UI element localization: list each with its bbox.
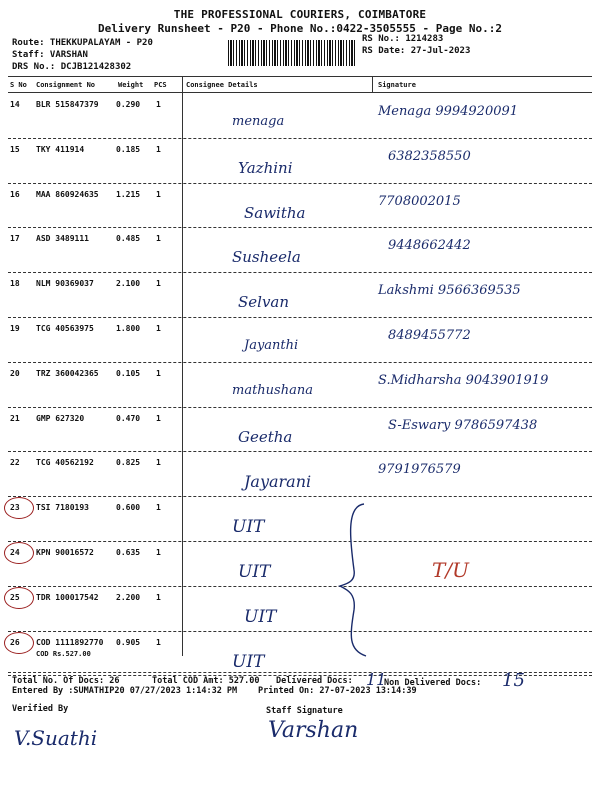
row-consignment: TSI 7180193: [36, 503, 89, 513]
row-separator: [8, 586, 592, 587]
row-signature-handwritten: 6382358550: [388, 148, 471, 164]
row-consignment: TCG 40563975: [36, 324, 94, 333]
row-consignment: TCG 40562192: [36, 458, 94, 468]
verified-by-label: Verified By: [12, 704, 69, 714]
row-consignee-handwritten: Jayanthi: [244, 338, 299, 353]
row-sno: 21: [10, 413, 20, 423]
row-separator: [8, 272, 592, 273]
row-consignee-handwritten: Sawitha: [244, 203, 306, 222]
row-sno: 24: [10, 548, 20, 557]
row-pcs: 1: [156, 413, 161, 423]
row-pcs: 1: [156, 503, 161, 513]
col-pcs: PCS: [154, 81, 167, 89]
row-weight: 0.105: [116, 368, 141, 378]
row-weight: 0.600: [116, 503, 141, 513]
row-signature-handwritten: 9448662442: [388, 238, 471, 254]
row-separator: [8, 407, 592, 408]
row-consignment: BLR 515847379: [36, 100, 99, 109]
row-pcs: 1: [156, 592, 161, 602]
undelivered-circle-mark: [4, 587, 34, 609]
row-pcs: 1: [156, 279, 161, 289]
row-weight: 0.635: [116, 548, 141, 557]
col-signature: Signature: [378, 81, 416, 89]
row-signature-handwritten: S.Midharsha 9043901919: [378, 372, 549, 388]
row-consignee-handwritten: Selvan: [238, 293, 290, 312]
non-delivered-handwritten: 15: [502, 670, 525, 691]
row-pcs: 1: [156, 100, 161, 109]
row-weight: 0.470: [116, 413, 141, 423]
undelivered-circle-mark: [4, 497, 34, 519]
non-delivered-label: Non Delivered Docs:: [384, 678, 482, 688]
row-consignee-handwritten: UIT: [244, 606, 277, 627]
row-sno: 19: [10, 324, 20, 333]
undelivered-circle-mark: [4, 632, 34, 654]
row-weight: 0.185: [116, 144, 141, 154]
row-sno: 17: [10, 234, 20, 244]
printed-on: Printed On: 27-07-2023 13:14:39: [258, 686, 417, 696]
row-consignee-handwritten: Jayarani: [244, 472, 312, 492]
row-consignee-handwritten: UIT: [238, 562, 271, 582]
row-consignment: GMP 627320: [36, 413, 85, 423]
table-top-rule: [8, 76, 592, 77]
row-weight: 1.215: [116, 189, 141, 199]
route-label: Route: THEKKUPALAYAM - P20: [12, 38, 153, 48]
row-sno: 15: [10, 144, 20, 154]
row-signature-handwritten: Lakshmi 9566369535: [378, 283, 521, 299]
row-consignee-handwritten: Yazhini: [238, 158, 293, 177]
row-pcs: 1: [156, 144, 161, 154]
row-consignment: TDR 100017542: [36, 592, 99, 602]
row-consignee-handwritten: Susheela: [232, 248, 301, 267]
row-signature-handwritten: 9791976579: [378, 462, 461, 478]
row-separator: [8, 451, 592, 452]
company-title: THE PROFESSIONAL COURIERS, COIMBATORE: [173, 8, 427, 21]
row-consignment: KPN 90016572: [36, 548, 94, 557]
row-signature-handwritten: T/U: [432, 558, 469, 582]
row-consignee-handwritten: Geetha: [238, 427, 293, 446]
row-separator: [8, 227, 592, 228]
row-pcs: 1: [156, 368, 161, 378]
row-signature-handwritten: Menaga 9994920091: [378, 104, 519, 119]
row-separator: [8, 631, 592, 632]
row-sno: 14: [10, 100, 20, 109]
staff-label: Staff: VARSHAN: [12, 50, 88, 60]
table-header-rule: [8, 92, 592, 93]
row-pcs: 1: [156, 189, 161, 199]
row-separator: [8, 496, 592, 497]
row-weight: 1.800: [116, 324, 141, 333]
total-docs: Total No. Of Docs: 26: [12, 676, 120, 686]
entered-by: Entered By :SUMATHIP20 07/27/2023 1:14:32 PM: [12, 686, 238, 696]
row-pcs: 1: [156, 548, 161, 557]
row-signature-handwritten: 8489455772: [388, 328, 471, 343]
row-consignee-handwritten: menaga: [232, 114, 285, 129]
row-pcs: 1: [156, 458, 161, 468]
row-weight: 2.100: [116, 279, 141, 289]
row-separator: [8, 183, 592, 184]
row-consignment: NLM 90369037: [36, 279, 94, 289]
row-sno: 25: [10, 592, 20, 602]
total-cod: Total COD Amt: 527.00: [152, 676, 260, 686]
delivered-docs-label: Delivered Docs:: [276, 676, 353, 686]
rs-number: RS No.: 1214283: [362, 34, 444, 44]
row-sno: 18: [10, 279, 20, 289]
row-consignment: TRZ 360042365: [36, 368, 99, 378]
brace-mark: [336, 500, 376, 660]
undelivered-circle-mark: [4, 542, 34, 564]
col-consignee: Consignee Details: [186, 81, 258, 89]
row-consignment: MAA 860924635: [36, 189, 99, 199]
row-weight: 0.905: [116, 637, 141, 647]
row-sno: 26: [10, 637, 20, 647]
row-separator: [8, 362, 592, 363]
row-separator: [8, 541, 592, 542]
row-signature-handwritten: S-Eswary 9786597438: [388, 417, 538, 433]
column-divider: [182, 76, 183, 656]
verified-signature: V.Suathi: [14, 726, 98, 750]
row-consignee-handwritten: UIT: [232, 517, 265, 538]
row-consignment: ASD 3489111: [36, 234, 89, 244]
row-consignee-handwritten: UIT: [232, 651, 265, 672]
row-sno: 22: [10, 458, 20, 468]
row-pcs: 1: [156, 324, 161, 333]
row-weight: 0.825: [116, 458, 141, 468]
runsheet-title: Delivery Runsheet - P20 - Phone No.:0422-3505555 - Page No.:2: [98, 22, 502, 35]
row-sno: 20: [10, 368, 20, 378]
row-signature-handwritten: 7708002015: [378, 193, 461, 209]
staff-signature: Varshan: [268, 718, 359, 743]
rs-date: RS Date: 27-Jul-2023: [362, 46, 471, 56]
row-weight: 0.290: [116, 100, 141, 109]
cod-amount-note: COD Rs.527.00: [36, 649, 91, 658]
row-separator: [8, 317, 592, 318]
row-sno: 16: [10, 189, 20, 199]
col-consignment: Consignment No: [36, 81, 96, 89]
row-pcs: 1: [156, 637, 161, 647]
row-consignee-handwritten: mathushana: [232, 382, 313, 398]
row-separator: [8, 138, 592, 139]
delivered-docs-handwritten: 11: [366, 670, 387, 689]
col-sno: S No: [10, 81, 27, 89]
row-pcs: 1: [156, 234, 161, 244]
row-sno: 23: [10, 503, 20, 513]
row-consignment: TKY 411914: [36, 144, 85, 154]
drs-number: DRS No.: DCJB121428302: [12, 62, 132, 72]
row-consignment: COD 1111892770: [36, 637, 104, 647]
staff-signature-label: Staff Signature: [266, 706, 343, 716]
barcode: [228, 40, 356, 66]
column-divider: [372, 76, 373, 92]
row-weight: 2.200: [116, 592, 141, 602]
row-weight: 0.485: [116, 234, 141, 244]
col-weight: Weight: [118, 81, 144, 89]
